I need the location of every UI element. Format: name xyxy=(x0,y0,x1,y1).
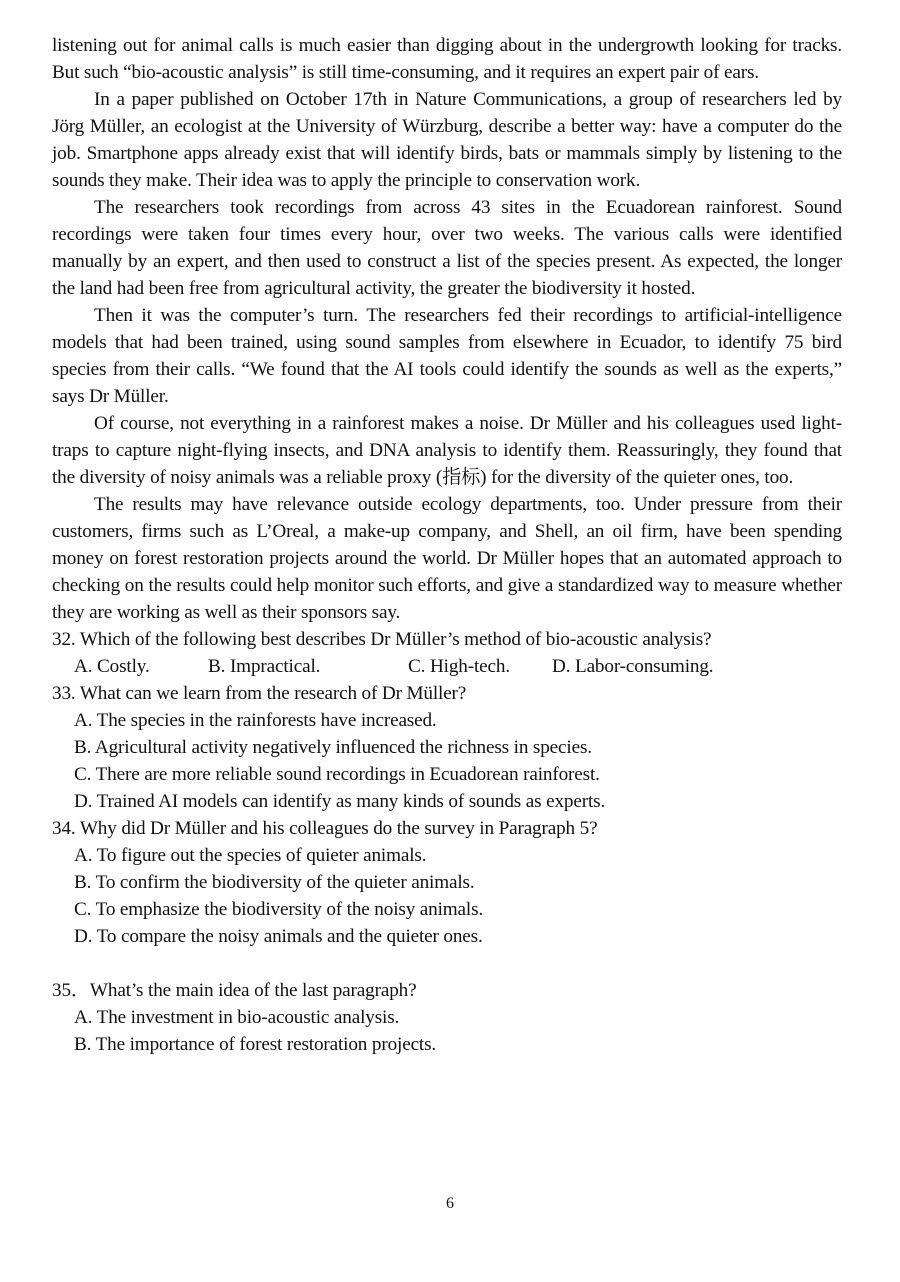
option-a: A. To figure out the species of quieter animals. xyxy=(74,845,427,866)
page-number: 6 xyxy=(446,1195,454,1212)
question-32 xyxy=(52,626,842,680)
option-d: D. Labor-consuming. xyxy=(552,656,714,677)
spacer xyxy=(52,950,842,977)
passage-paragraph-1: listening out for animal calls is much easier than digging about in the undergrowth looking for tracks. But such “bio-acoustic analysis” is still time-consuming, and it requires an expert pair of ears. xyxy=(52,35,842,83)
option-b: B. Agricultural activity negatively influenced the richness in species. xyxy=(74,737,592,758)
option-c: C. To emphasize the biodiversity of the noisy animals. xyxy=(74,899,484,920)
exam-page xyxy=(52,32,842,1058)
question-stem: 35．What’s the main idea of the last paragraph? xyxy=(52,980,417,1001)
passage-paragraph-4: Then it was the computer’s turn. The researchers fed their recordings to artificial-intelligence models that had been trained, using sound samples from elsewhere in Ecuador, to identify 75 bird species from their calls. “We found that the AI tools could identify the sounds as well as the experts,” says Dr Müller. xyxy=(52,305,842,407)
question-stem: 34. Why did Dr Müller and his colleagues do the survey in Paragraph 5? xyxy=(52,818,598,839)
passage-paragraph-3: The researchers took recordings from across 43 sites in the Ecuadorean rainforest. Sound recordings were taken four times every hour, over two weeks. The various calls were identified manually by an expert, and then used to construct a list of the species present. As expected, the longer the land had been free from agricultural activity, the greater the biodiversity it hosted. xyxy=(52,197,842,299)
option-d: D. To compare the noisy animals and the quieter ones. xyxy=(74,926,483,947)
option-a: A. The investment in bio-acoustic analysis. xyxy=(74,1007,400,1028)
question-34 xyxy=(52,815,842,950)
question-35 xyxy=(52,977,842,1058)
option-d: D. Trained AI models can identify as many kinds of sounds as experts. xyxy=(74,791,606,812)
passage-paragraph-6: The results may have relevance outside ecology departments, too. Under pressure from their customers, firms such as L’Oreal, a make-up company, and Shell, an oil firm, have been spending money on forest restoration projects around the world. Dr Müller hopes that an automated approach to checking on the results could help monitor such efforts, and give a standardized way to measure whether they are working as well as their sponsors say. xyxy=(52,494,842,623)
question-stem: 33. What can we learn from the research of Dr Müller? xyxy=(52,683,467,704)
question-33 xyxy=(52,680,842,815)
option-c: C. There are more reliable sound recordings in Ecuadorean rainforest. xyxy=(74,764,600,785)
options-row xyxy=(52,653,842,680)
option-b: B. The importance of forest restoration projects. xyxy=(74,1034,437,1055)
option-a: A. The species in the rainforests have increased. xyxy=(74,710,437,731)
reading-passage xyxy=(52,32,842,626)
option-a: A. Costly. xyxy=(74,656,150,677)
question-stem: 32. Which of the following best describes Dr Müller’s method of bio-acoustic analysis? xyxy=(52,629,712,650)
passage-paragraph-5: Of course, not everything in a rainforest makes a noise. Dr Müller and his colleagues used light-traps to capture night-flying insects, and DNA analysis to identify them. Reassuringly, they found that the diversity of noisy animals was a reliable proxy (指标) for the diversity of the quieter ones, too. xyxy=(52,413,842,488)
option-c: C. High-tech. xyxy=(408,656,510,677)
option-b: B. To confirm the biodiversity of the quieter animals. xyxy=(74,872,475,893)
option-b: B. Impractical. xyxy=(208,656,321,677)
passage-paragraph-2: In a paper published on October 17th in Nature Communications, a group of researchers led by Jörg Müller, an ecologist at the University of Würzburg, describe a better way: have a computer do the job. Smartphone apps already exist that will identify birds, bats or mammals simply by listening to the sounds they make. Their idea was to apply the principle to conservation work. xyxy=(52,89,842,191)
